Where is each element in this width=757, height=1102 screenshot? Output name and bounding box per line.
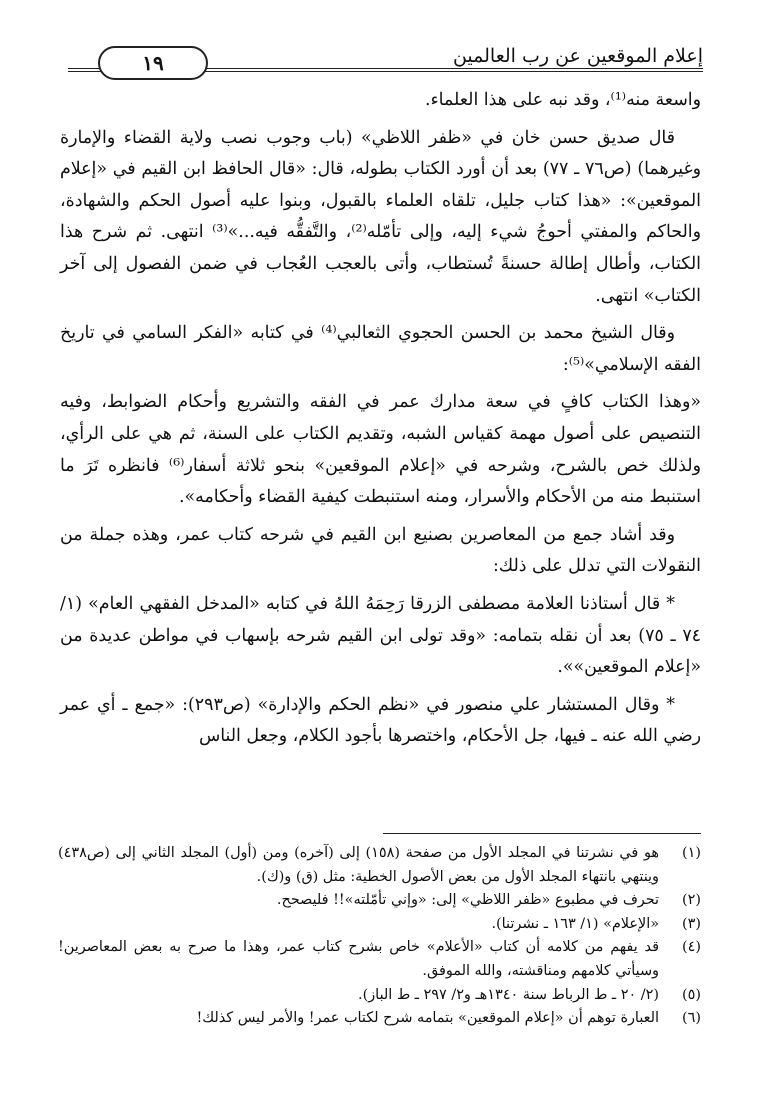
footnote-number: (٢)	[682, 892, 701, 909]
paragraph-contemporaries: وقد أشاد جمع من المعاصرين بصنيع ابن القيم في شرحه كتاب عمر، وهذه جملة من النقولات التي تدلل على ذلك:	[60, 524, 701, 577]
footnote	[58, 842, 701, 889]
page-header	[68, 40, 703, 80]
footnote-separator	[383, 833, 701, 834]
footnote-text: قد يفهم من كلامه أن كتاب «الأعلام» خاص بشرح كتاب عمر، وهذا ما صرح به بعض المعاصرين! وسيأتي كلامهم ومناقشته، والله الموفق.	[58, 939, 659, 979]
footnote-text: هو في نشرتنا في المجلد الأول من صفحة (١٥٨) إلى (آخره) ومن (أول) المجلد الثاني إلى (ص٤٣٨) وينتهي بانتهاء المجلد الأول من بعض الأصول الخطية: مثل (ق) و(ك).	[58, 845, 659, 885]
footnote-number: (٤)	[682, 939, 701, 956]
quote-fikr-sami: «وهذا الكتاب كافٍ في سعة مدارك عمر في الفقه والتشريع وأحكام الضوابط، وفيه التنصيص على أصول مهمة كقياس الشبه، وتقديم الكتاب على السنة، ثم هي على الرأي، ولذلك خص بالشرح، وشرحه في «إعلام الموقعين» بنحو ثلاثة أسفار⁽⁶⁾ فانظره تَرَ ما استنبط منه من الأحكام والأسرار، ومنه استنبطت كيفية القضاء وأحكامه».	[60, 392, 701, 508]
footnote-number: (٦)	[682, 1010, 701, 1027]
footnotes	[58, 842, 701, 1031]
footnote	[58, 936, 701, 983]
page-number: ١٩	[98, 46, 208, 80]
footnote	[58, 889, 701, 913]
footnote	[58, 1007, 701, 1031]
paragraph-continuation: واسعة منه⁽¹⁾، وقد نبه على هذا العلماء.	[424, 90, 701, 110]
footnote-number: (١)	[682, 845, 701, 861]
paragraph-zarqa: * قال أستاذنا العلامة مصطفى الزرقا رَحِمَهُ اللهُ في كتابه «المدخل الفقهي العام» (١/ ٧٤ ـ ٧٥) بعد أن نقله بتمامه: «وقد تولى ابن القيم شرحه بإسهاب في مواطن عديدة من «إعلام الموقعين»».	[60, 593, 701, 678]
footnote	[58, 984, 701, 1008]
paragraph-ali-mansour: * وقال المستشار علي منصور في «نظم الحكم والإدارة» (ص٢٩٣): «جمع ـ أي عمر رضي الله عنه ـ فيها، جل الأحكام، واختصرها بأجود الكلام، وجعل الناس	[60, 694, 701, 747]
paragraph-hajwi: وقال الشيخ محمد بن الحسن الحجوي الثعالبي⁽⁴⁾ في كتابه «الفكر السامي في تاريخ الفقه الإسلامي»⁽⁵⁾:	[60, 323, 701, 375]
footnote-number: (٥)	[682, 986, 701, 1003]
footnote-text: (٢/ ٢٠ ـ ط الرباط سنة ١٣٤٠هـ و٢/ ٢٩٧ ـ ط الباز).	[358, 986, 659, 1003]
footnote-text: العبارة توهم أن «إعلام الموقعين» بتمامه شرح لكتاب عمر! والأمر ليس كذلك!	[196, 1010, 659, 1027]
footnote-number: (٣)	[682, 915, 701, 932]
paragraph-siddiq-hasan-khan: قال صديق حسن خان في «ظفر اللاظي» (باب وجوب نصب ولاية القضاء والإمارة وغيرهما) (ص٧٦ ـ ٧٧) بعد أن أورد الكتاب بطوله، قال: «قال الحافظ ابن القيم في «إعلام الموقعين»: «هذا كتاب جليل، تلقاه العلماء بالقبول، وبنوا عليه أصول الحكم والشهادة، والحاكم والمفتي أحوجُ شيء إليه، وإلى تأمّله⁽²⁾، والتَّفقُّه فيه...»⁽³⁾ انتهى. ثم شرح هذا الكتاب، وأطال إطالة حسنةً تُستطاب، وأتى بالعجب العُجاب في ضمن الفصول إلى آخر الكتاب» انتهى.	[60, 127, 702, 306]
main-text	[60, 85, 701, 759]
footnote	[58, 913, 701, 937]
footnote-text: تحرف في مطبوع «ظفر اللاظي» إلى: «وإني تأمّلته»!! فليصحح.	[276, 892, 659, 909]
footnote-text: «الإعلام» (١/ ١٦٣ ـ نشرتنا).	[491, 915, 659, 932]
running-title: إعلام الموقعين عن رب العالمين	[452, 45, 703, 67]
